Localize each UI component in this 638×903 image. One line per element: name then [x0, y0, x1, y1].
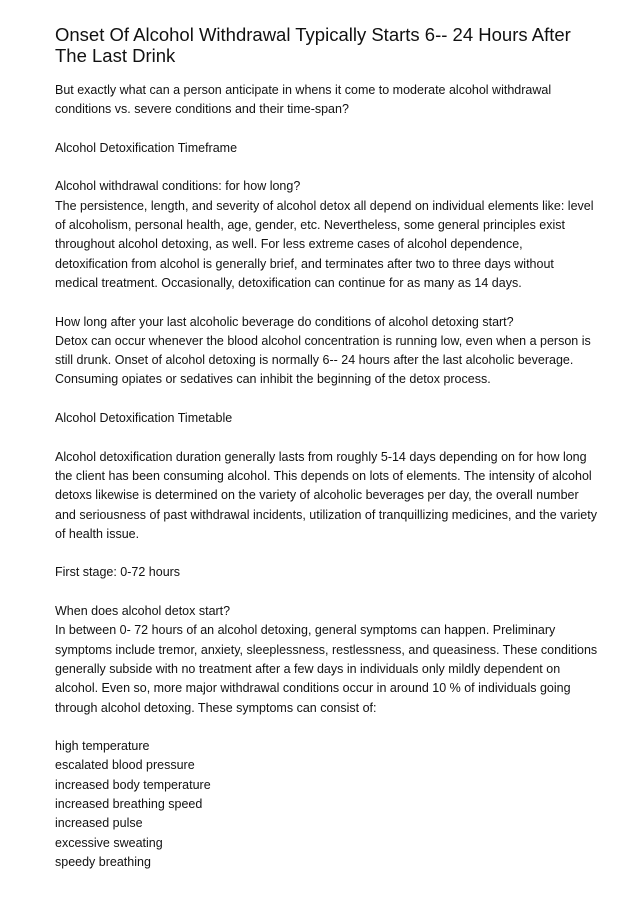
list-item: increased body temperature [55, 777, 211, 792]
section-heading-timeframe: Alcohol Detoxification Timeframe [55, 140, 238, 155]
list-item: escalated blood pressure [55, 758, 195, 773]
stage-heading-first: First stage: 0-72 hours [55, 565, 181, 580]
list-item: increased pulse [55, 816, 143, 831]
answer-onset: Detox can occur whenever the blood alcohol concentration is running low, even when a person is still drunk. Onset of alcohol detoxing is normally 6-- 24 hours after the last alcoholic beverage. Consuming opiates or sedatives can inhibit the beginning of the detox process. [55, 333, 591, 387]
intro-paragraph: But exactly what can a person anticipate in whens it come to moderate alcohol withdrawal conditions vs. severe conditions and their time-span? [55, 83, 552, 117]
list-item: speedy breathing [55, 854, 151, 869]
section-heading-timetable: Alcohol Detoxification Timetable [55, 411, 233, 426]
question-onset: How long after your last alcoholic beverage do conditions of alcohol detoxing start? [55, 314, 514, 329]
list-item: excessive sweating [55, 835, 163, 850]
symptom-list [55, 737, 598, 872]
onset-paragraph [55, 313, 598, 390]
detox-duration-paragraph: Alcohol detoxification duration generally lasts from roughly 5-14 days depending on for how long the client has been consuming alcohol. This depends on lots of elements. The intensity of alcohol detoxs likewise is determined on the variety of alcoholic beverages per day, the overall number and seriousness of past withdrawal incidents, utilization of tranquillizing medicines, and the variety of health issue. [55, 449, 597, 541]
question-detox-start: When does alcohol detox start? [55, 604, 231, 619]
question-how-long: Alcohol withdrawal conditions: for how long? [55, 179, 301, 194]
list-item: high temperature [55, 739, 150, 754]
answer-detox-start: In between 0- 72 hours of an alcohol detoxing, general symptoms can happen. Preliminary symptoms include tremor, anxiety, sleeplessness, restlessness, and queasiness. These conditions generally subside with no treatment after a few days in individuals only mildly dependent on alcohol. Even so, more major withdrawal conditions occur in around 10 % of individuals going through alcohol detoxing. These symptoms can consist of: [55, 623, 598, 715]
answer-how-long: The persistence, length, and severity of alcohol detox all depend on individual elements like: level of alcoholism, personal health, age, gender, etc. Nevertheless, some general principles exist throughout alcohol detoxing, as well. For less extreme cases of alcohol dependence, detoxification from alcohol is generally brief, and terminates after two to three days without medical treatment. Occasionally, detoxification can continue for as many as 14 days. [55, 198, 594, 290]
document-title: Onset Of Alcohol Withdrawal Typically Starts 6-- 24 Hours After The Last Drink [55, 24, 571, 66]
detox-start-paragraph [55, 602, 598, 718]
withdrawal-duration-paragraph [55, 177, 598, 293]
list-item: increased breathing speed [55, 796, 203, 811]
